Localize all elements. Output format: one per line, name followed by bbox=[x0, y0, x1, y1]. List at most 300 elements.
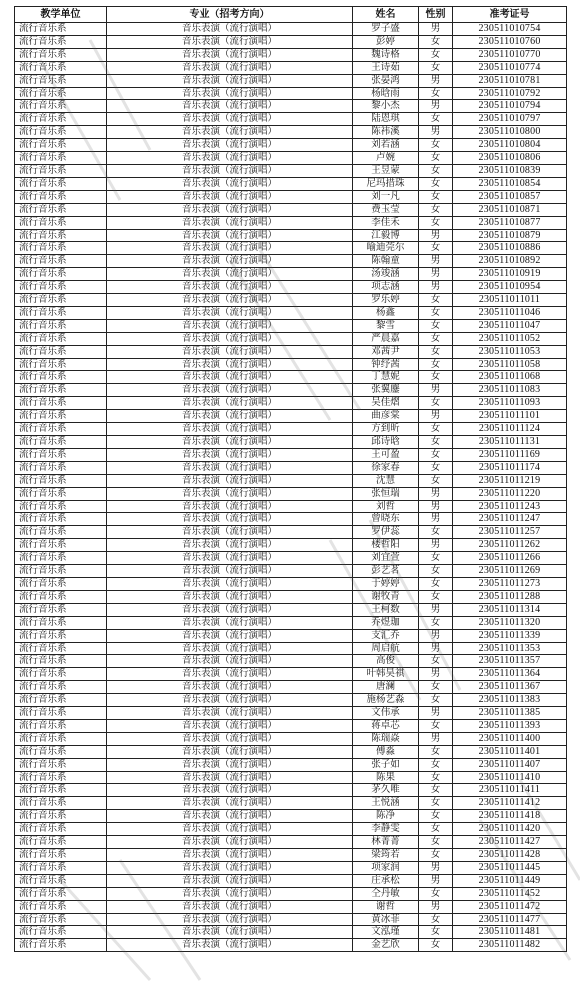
cell-unit: 流行音乐系 bbox=[15, 913, 107, 926]
cell-unit: 流行音乐系 bbox=[15, 126, 107, 139]
cell-unit: 流行音乐系 bbox=[15, 242, 107, 255]
cell-gender: 女 bbox=[419, 152, 453, 165]
cell-name: 钟纾茜 bbox=[353, 358, 419, 371]
cell-exam-id: 230511011083 bbox=[453, 384, 567, 397]
cell-name: 楼哲阳 bbox=[353, 539, 419, 552]
table-row bbox=[15, 874, 567, 887]
cell-major: 音乐表演（流行演唱） bbox=[107, 603, 353, 616]
cell-gender: 女 bbox=[419, 306, 453, 319]
table-row bbox=[15, 23, 567, 36]
table-row bbox=[15, 35, 567, 48]
cell-gender: 男 bbox=[419, 74, 453, 87]
table-row bbox=[15, 152, 567, 165]
cell-major: 音乐表演（流行演唱） bbox=[107, 745, 353, 758]
cell-gender: 男 bbox=[419, 268, 453, 281]
cell-unit: 流行音乐系 bbox=[15, 732, 107, 745]
cell-name: 汤竣涵 bbox=[353, 268, 419, 281]
cell-major: 音乐表演（流行演唱） bbox=[107, 577, 353, 590]
cell-exam-id: 230511011481 bbox=[453, 926, 567, 939]
table-row bbox=[15, 216, 567, 229]
cell-major: 音乐表演（流行演唱） bbox=[107, 784, 353, 797]
table-row bbox=[15, 474, 567, 487]
cell-name: 罗伊蕊 bbox=[353, 526, 419, 539]
cell-unit: 流行音乐系 bbox=[15, 345, 107, 358]
cell-exam-id: 230511010781 bbox=[453, 74, 567, 87]
cell-unit: 流行音乐系 bbox=[15, 836, 107, 849]
cell-gender: 女 bbox=[419, 797, 453, 810]
cell-unit: 流行音乐系 bbox=[15, 861, 107, 874]
cell-exam-id: 230511010854 bbox=[453, 177, 567, 190]
cell-exam-id: 230511010886 bbox=[453, 242, 567, 255]
cell-unit: 流行音乐系 bbox=[15, 306, 107, 319]
cell-name: 刘一凡 bbox=[353, 190, 419, 203]
cell-gender: 女 bbox=[419, 784, 453, 797]
cell-unit: 流行音乐系 bbox=[15, 745, 107, 758]
cell-major: 音乐表演（流行演唱） bbox=[107, 552, 353, 565]
table-row bbox=[15, 281, 567, 294]
header-gender: 性别 bbox=[419, 7, 453, 23]
cell-major: 音乐表演（流行演唱） bbox=[107, 384, 353, 397]
cell-exam-id: 230511011262 bbox=[453, 539, 567, 552]
document-page bbox=[14, 6, 566, 952]
cell-exam-id: 230511011169 bbox=[453, 448, 567, 461]
table-row bbox=[15, 707, 567, 720]
cell-unit: 流行音乐系 bbox=[15, 577, 107, 590]
cell-gender: 男 bbox=[419, 707, 453, 720]
cell-name: 项志涵 bbox=[353, 281, 419, 294]
cell-exam-id: 230511010839 bbox=[453, 164, 567, 177]
cell-exam-id: 230511010760 bbox=[453, 35, 567, 48]
cell-unit: 流行音乐系 bbox=[15, 23, 107, 36]
cell-name: 张翼鏖 bbox=[353, 384, 419, 397]
cell-exam-id: 230511010857 bbox=[453, 190, 567, 203]
cell-exam-id: 230511011243 bbox=[453, 500, 567, 513]
cell-name: 陈祎溪 bbox=[353, 126, 419, 139]
cell-exam-id: 230511010794 bbox=[453, 100, 567, 113]
cell-major: 音乐表演（流行演唱） bbox=[107, 242, 353, 255]
cell-unit: 流行音乐系 bbox=[15, 61, 107, 74]
cell-exam-id: 230511011273 bbox=[453, 577, 567, 590]
cell-exam-id: 230511011472 bbox=[453, 900, 567, 913]
cell-major: 音乐表演（流行演唱） bbox=[107, 371, 353, 384]
cell-exam-id: 230511011420 bbox=[453, 823, 567, 836]
cell-gender: 女 bbox=[419, 590, 453, 603]
table-row bbox=[15, 913, 567, 926]
cell-exam-id: 230511011266 bbox=[453, 552, 567, 565]
cell-major: 音乐表演（流行演唱） bbox=[107, 719, 353, 732]
cell-name: 文泓瑾 bbox=[353, 926, 419, 939]
cell-name: 彭艺茗 bbox=[353, 565, 419, 578]
cell-exam-id: 230511011053 bbox=[453, 345, 567, 358]
table-row bbox=[15, 939, 567, 952]
cell-name: 邱诗晗 bbox=[353, 436, 419, 449]
cell-gender: 女 bbox=[419, 758, 453, 771]
cell-unit: 流行音乐系 bbox=[15, 487, 107, 500]
cell-major: 音乐表演（流行演唱） bbox=[107, 616, 353, 629]
cell-name: 文伟承 bbox=[353, 707, 419, 720]
table-row bbox=[15, 397, 567, 410]
cell-unit: 流行音乐系 bbox=[15, 423, 107, 436]
cell-gender: 女 bbox=[419, 294, 453, 307]
cell-gender: 女 bbox=[419, 719, 453, 732]
cell-name: 陈果 bbox=[353, 771, 419, 784]
table-row bbox=[15, 487, 567, 500]
cell-major: 音乐表演（流行演唱） bbox=[107, 35, 353, 48]
cell-exam-id: 230511011174 bbox=[453, 461, 567, 474]
cell-major: 音乐表演（流行演唱） bbox=[107, 319, 353, 332]
cell-name: 吴佳熠 bbox=[353, 397, 419, 410]
table-row bbox=[15, 61, 567, 74]
table-row bbox=[15, 887, 567, 900]
cell-gender: 男 bbox=[419, 23, 453, 36]
cell-unit: 流行音乐系 bbox=[15, 255, 107, 268]
cell-gender: 女 bbox=[419, 823, 453, 836]
cell-major: 音乐表演（流行演唱） bbox=[107, 681, 353, 694]
table-row bbox=[15, 513, 567, 526]
cell-gender: 女 bbox=[419, 926, 453, 939]
cell-name: 庄承松 bbox=[353, 874, 419, 887]
table-row bbox=[15, 745, 567, 758]
table-row bbox=[15, 423, 567, 436]
table-row bbox=[15, 616, 567, 629]
table-row bbox=[15, 319, 567, 332]
table-row bbox=[15, 74, 567, 87]
cell-unit: 流行音乐系 bbox=[15, 694, 107, 707]
cell-exam-id: 230511011357 bbox=[453, 655, 567, 668]
cell-exam-id: 230511011482 bbox=[453, 939, 567, 952]
cell-major: 音乐表演（流行演唱） bbox=[107, 487, 353, 500]
table-row bbox=[15, 849, 567, 862]
cell-gender: 女 bbox=[419, 242, 453, 255]
cell-gender: 女 bbox=[419, 913, 453, 926]
cell-unit: 流行音乐系 bbox=[15, 810, 107, 823]
cell-name: 张恒瑞 bbox=[353, 487, 419, 500]
cell-gender: 女 bbox=[419, 436, 453, 449]
table-row bbox=[15, 668, 567, 681]
cell-name: 李佳禾 bbox=[353, 216, 419, 229]
table-row bbox=[15, 810, 567, 823]
cell-major: 音乐表演（流行演唱） bbox=[107, 461, 353, 474]
header-name: 姓名 bbox=[353, 7, 419, 23]
cell-name: 王昱蒙 bbox=[353, 164, 419, 177]
cell-unit: 流行音乐系 bbox=[15, 681, 107, 694]
cell-exam-id: 230511011428 bbox=[453, 849, 567, 862]
cell-exam-id: 230511011407 bbox=[453, 758, 567, 771]
cell-major: 音乐表演（流行演唱） bbox=[107, 642, 353, 655]
cell-gender: 女 bbox=[419, 810, 453, 823]
cell-unit: 流行音乐系 bbox=[15, 448, 107, 461]
cell-name: 张晏鸿 bbox=[353, 74, 419, 87]
cell-unit: 流行音乐系 bbox=[15, 784, 107, 797]
cell-major: 音乐表演（流行演唱） bbox=[107, 513, 353, 526]
cell-major: 音乐表演（流行演唱） bbox=[107, 100, 353, 113]
table-row bbox=[15, 836, 567, 849]
cell-gender: 男 bbox=[419, 281, 453, 294]
cell-major: 音乐表演（流行演唱） bbox=[107, 87, 353, 100]
cell-major: 音乐表演（流行演唱） bbox=[107, 268, 353, 281]
cell-major: 音乐表演（流行演唱） bbox=[107, 113, 353, 126]
table-row bbox=[15, 784, 567, 797]
cell-unit: 流行音乐系 bbox=[15, 203, 107, 216]
cell-unit: 流行音乐系 bbox=[15, 294, 107, 307]
cell-gender: 女 bbox=[419, 887, 453, 900]
cell-exam-id: 230511011400 bbox=[453, 732, 567, 745]
header-unit: 教学单位 bbox=[15, 7, 107, 23]
cell-gender: 女 bbox=[419, 616, 453, 629]
cell-exam-id: 230511011385 bbox=[453, 707, 567, 720]
cell-major: 音乐表演（流行演唱） bbox=[107, 926, 353, 939]
cell-name: 项家润 bbox=[353, 861, 419, 874]
cell-unit: 流行音乐系 bbox=[15, 616, 107, 629]
cell-exam-id: 230511010879 bbox=[453, 229, 567, 242]
cell-name: 杨晗雨 bbox=[353, 87, 419, 100]
cell-unit: 流行音乐系 bbox=[15, 177, 107, 190]
cell-major: 音乐表演（流行演唱） bbox=[107, 448, 353, 461]
cell-exam-id: 230511011219 bbox=[453, 474, 567, 487]
cell-name: 曾晓东 bbox=[353, 513, 419, 526]
cell-exam-id: 230511010806 bbox=[453, 152, 567, 165]
cell-exam-id: 230511011046 bbox=[453, 306, 567, 319]
cell-unit: 流行音乐系 bbox=[15, 436, 107, 449]
table-row bbox=[15, 771, 567, 784]
table-row bbox=[15, 306, 567, 319]
cell-exam-id: 230511011449 bbox=[453, 874, 567, 887]
cell-name: 王柯数 bbox=[353, 603, 419, 616]
cell-major: 音乐表演（流行演唱） bbox=[107, 797, 353, 810]
cell-unit: 流行音乐系 bbox=[15, 552, 107, 565]
cell-major: 音乐表演（流行演唱） bbox=[107, 255, 353, 268]
table-row bbox=[15, 255, 567, 268]
cell-gender: 女 bbox=[419, 849, 453, 862]
cell-exam-id: 230511011093 bbox=[453, 397, 567, 410]
cell-exam-id: 230511011477 bbox=[453, 913, 567, 926]
cell-major: 音乐表演（流行演唱） bbox=[107, 410, 353, 423]
table-row bbox=[15, 294, 567, 307]
cell-gender: 女 bbox=[419, 164, 453, 177]
table-row bbox=[15, 642, 567, 655]
cell-name: 费玉莹 bbox=[353, 203, 419, 216]
cell-exam-id: 230511011052 bbox=[453, 332, 567, 345]
cell-unit: 流行音乐系 bbox=[15, 332, 107, 345]
cell-major: 音乐表演（流行演唱） bbox=[107, 874, 353, 887]
cell-unit: 流行音乐系 bbox=[15, 926, 107, 939]
cell-name: 叶韩昊祺 bbox=[353, 668, 419, 681]
cell-major: 音乐表演（流行演唱） bbox=[107, 707, 353, 720]
table-body bbox=[15, 23, 567, 952]
cell-unit: 流行音乐系 bbox=[15, 100, 107, 113]
cell-major: 音乐表演（流行演唱） bbox=[107, 565, 353, 578]
cell-unit: 流行音乐系 bbox=[15, 771, 107, 784]
cell-unit: 流行音乐系 bbox=[15, 229, 107, 242]
cell-major: 音乐表演（流行演唱） bbox=[107, 526, 353, 539]
table-row bbox=[15, 539, 567, 552]
cell-gender: 女 bbox=[419, 358, 453, 371]
cell-unit: 流行音乐系 bbox=[15, 629, 107, 642]
cell-name: 邓茜尹 bbox=[353, 345, 419, 358]
cell-gender: 男 bbox=[419, 900, 453, 913]
cell-major: 音乐表演（流行演唱） bbox=[107, 397, 353, 410]
cell-unit: 流行音乐系 bbox=[15, 281, 107, 294]
cell-unit: 流行音乐系 bbox=[15, 164, 107, 177]
cell-exam-id: 230511010797 bbox=[453, 113, 567, 126]
table-row bbox=[15, 823, 567, 836]
cell-exam-id: 230511010800 bbox=[453, 126, 567, 139]
cell-exam-id: 230511011257 bbox=[453, 526, 567, 539]
cell-gender: 女 bbox=[419, 939, 453, 952]
cell-exam-id: 230511010919 bbox=[453, 268, 567, 281]
cell-unit: 流行音乐系 bbox=[15, 48, 107, 61]
cell-unit: 流行音乐系 bbox=[15, 939, 107, 952]
table-row bbox=[15, 268, 567, 281]
table-row bbox=[15, 371, 567, 384]
cell-major: 音乐表演（流行演唱） bbox=[107, 823, 353, 836]
cell-unit: 流行音乐系 bbox=[15, 590, 107, 603]
cell-exam-id: 230511011058 bbox=[453, 358, 567, 371]
table-row bbox=[15, 242, 567, 255]
cell-name: 刘宜萱 bbox=[353, 552, 419, 565]
cell-unit: 流行音乐系 bbox=[15, 823, 107, 836]
table-row bbox=[15, 900, 567, 913]
cell-gender: 女 bbox=[419, 694, 453, 707]
table-row bbox=[15, 500, 567, 513]
cell-major: 音乐表演（流行演唱） bbox=[107, 539, 353, 552]
table-row bbox=[15, 113, 567, 126]
cell-gender: 女 bbox=[419, 113, 453, 126]
cell-gender: 男 bbox=[419, 487, 453, 500]
cell-exam-id: 230511011427 bbox=[453, 836, 567, 849]
cell-name: 谢哲 bbox=[353, 900, 419, 913]
cell-name: 乔煜珈 bbox=[353, 616, 419, 629]
cell-exam-id: 230511011124 bbox=[453, 423, 567, 436]
cell-unit: 流行音乐系 bbox=[15, 526, 107, 539]
cell-name: 罗乐婷 bbox=[353, 294, 419, 307]
table-row bbox=[15, 48, 567, 61]
cell-major: 音乐表演（流行演唱） bbox=[107, 694, 353, 707]
table-row bbox=[15, 797, 567, 810]
cell-exam-id: 230511011269 bbox=[453, 565, 567, 578]
cell-name: 王诗茹 bbox=[353, 61, 419, 74]
cell-major: 音乐表演（流行演唱） bbox=[107, 332, 353, 345]
cell-name: 黎小杰 bbox=[353, 100, 419, 113]
cell-name: 曲彦棠 bbox=[353, 410, 419, 423]
table-row bbox=[15, 203, 567, 216]
cell-major: 音乐表演（流行演唱） bbox=[107, 23, 353, 36]
cell-exam-id: 230511011445 bbox=[453, 861, 567, 874]
cell-major: 音乐表演（流行演唱） bbox=[107, 423, 353, 436]
cell-major: 音乐表演（流行演唱） bbox=[107, 655, 353, 668]
cell-name: 陈翰童 bbox=[353, 255, 419, 268]
cell-major: 音乐表演（流行演唱） bbox=[107, 306, 353, 319]
cell-major: 音乐表演（流行演唱） bbox=[107, 152, 353, 165]
cell-name: 傅淼 bbox=[353, 745, 419, 758]
table-row bbox=[15, 87, 567, 100]
cell-gender: 女 bbox=[419, 48, 453, 61]
cell-gender: 男 bbox=[419, 410, 453, 423]
cell-exam-id: 230511011353 bbox=[453, 642, 567, 655]
cell-unit: 流行音乐系 bbox=[15, 707, 107, 720]
table-row bbox=[15, 526, 567, 539]
table-row bbox=[15, 384, 567, 397]
table-row bbox=[15, 139, 567, 152]
cell-name: 喻迪莞尔 bbox=[353, 242, 419, 255]
table-row bbox=[15, 694, 567, 707]
cell-name: 魏诗格 bbox=[353, 48, 419, 61]
cell-unit: 流行音乐系 bbox=[15, 500, 107, 513]
cell-exam-id: 230511011011 bbox=[453, 294, 567, 307]
cell-exam-id: 230511011412 bbox=[453, 797, 567, 810]
cell-unit: 流行音乐系 bbox=[15, 268, 107, 281]
cell-unit: 流行音乐系 bbox=[15, 655, 107, 668]
cell-exam-id: 230511010892 bbox=[453, 255, 567, 268]
table-row bbox=[15, 577, 567, 590]
cell-name: 黄冰菲 bbox=[353, 913, 419, 926]
cell-name: 罗子盛 bbox=[353, 23, 419, 36]
cell-gender: 男 bbox=[419, 874, 453, 887]
cell-major: 音乐表演（流行演唱） bbox=[107, 810, 353, 823]
table-row bbox=[15, 410, 567, 423]
table-row bbox=[15, 681, 567, 694]
cell-gender: 男 bbox=[419, 642, 453, 655]
table-row bbox=[15, 603, 567, 616]
cell-exam-id: 230511011131 bbox=[453, 436, 567, 449]
cell-exam-id: 230511011320 bbox=[453, 616, 567, 629]
table-row bbox=[15, 358, 567, 371]
table-row bbox=[15, 436, 567, 449]
cell-exam-id: 230511010754 bbox=[453, 23, 567, 36]
cell-name: 施杨艺淼 bbox=[353, 694, 419, 707]
cell-name: 李静雯 bbox=[353, 823, 419, 836]
cell-name: 沈慧 bbox=[353, 474, 419, 487]
cell-unit: 流行音乐系 bbox=[15, 603, 107, 616]
table-row bbox=[15, 565, 567, 578]
cell-gender: 女 bbox=[419, 61, 453, 74]
cell-gender: 男 bbox=[419, 255, 453, 268]
cell-major: 音乐表演（流行演唱） bbox=[107, 203, 353, 216]
cell-exam-id: 230511011364 bbox=[453, 668, 567, 681]
cell-exam-id: 230511011220 bbox=[453, 487, 567, 500]
cell-gender: 女 bbox=[419, 681, 453, 694]
header-exam-id: 准考证号 bbox=[453, 7, 567, 23]
cell-exam-id: 230511010877 bbox=[453, 216, 567, 229]
cell-unit: 流行音乐系 bbox=[15, 900, 107, 913]
cell-unit: 流行音乐系 bbox=[15, 758, 107, 771]
cell-exam-id: 230511010774 bbox=[453, 61, 567, 74]
table-row bbox=[15, 732, 567, 745]
cell-major: 音乐表演（流行演唱） bbox=[107, 294, 353, 307]
cell-exam-id: 230511011393 bbox=[453, 719, 567, 732]
cell-name: 陈瑞焱 bbox=[353, 732, 419, 745]
cell-major: 音乐表演（流行演唱） bbox=[107, 436, 353, 449]
cell-exam-id: 230511011047 bbox=[453, 319, 567, 332]
cell-name: 王可盈 bbox=[353, 448, 419, 461]
header-major: 专业（招考方向） bbox=[107, 7, 353, 23]
cell-major: 音乐表演（流行演唱） bbox=[107, 358, 353, 371]
cell-unit: 流行音乐系 bbox=[15, 371, 107, 384]
cell-gender: 男 bbox=[419, 539, 453, 552]
cell-gender: 女 bbox=[419, 577, 453, 590]
table-row bbox=[15, 448, 567, 461]
cell-name: 蒋卓芯 bbox=[353, 719, 419, 732]
cell-exam-id: 230511011314 bbox=[453, 603, 567, 616]
cell-name: 严晨嘉 bbox=[353, 332, 419, 345]
cell-unit: 流行音乐系 bbox=[15, 113, 107, 126]
cell-major: 音乐表演（流行演唱） bbox=[107, 139, 353, 152]
cell-exam-id: 230511011068 bbox=[453, 371, 567, 384]
cell-name: 茅久唯 bbox=[353, 784, 419, 797]
cell-exam-id: 230511011401 bbox=[453, 745, 567, 758]
table-row bbox=[15, 229, 567, 242]
cell-gender: 女 bbox=[419, 35, 453, 48]
